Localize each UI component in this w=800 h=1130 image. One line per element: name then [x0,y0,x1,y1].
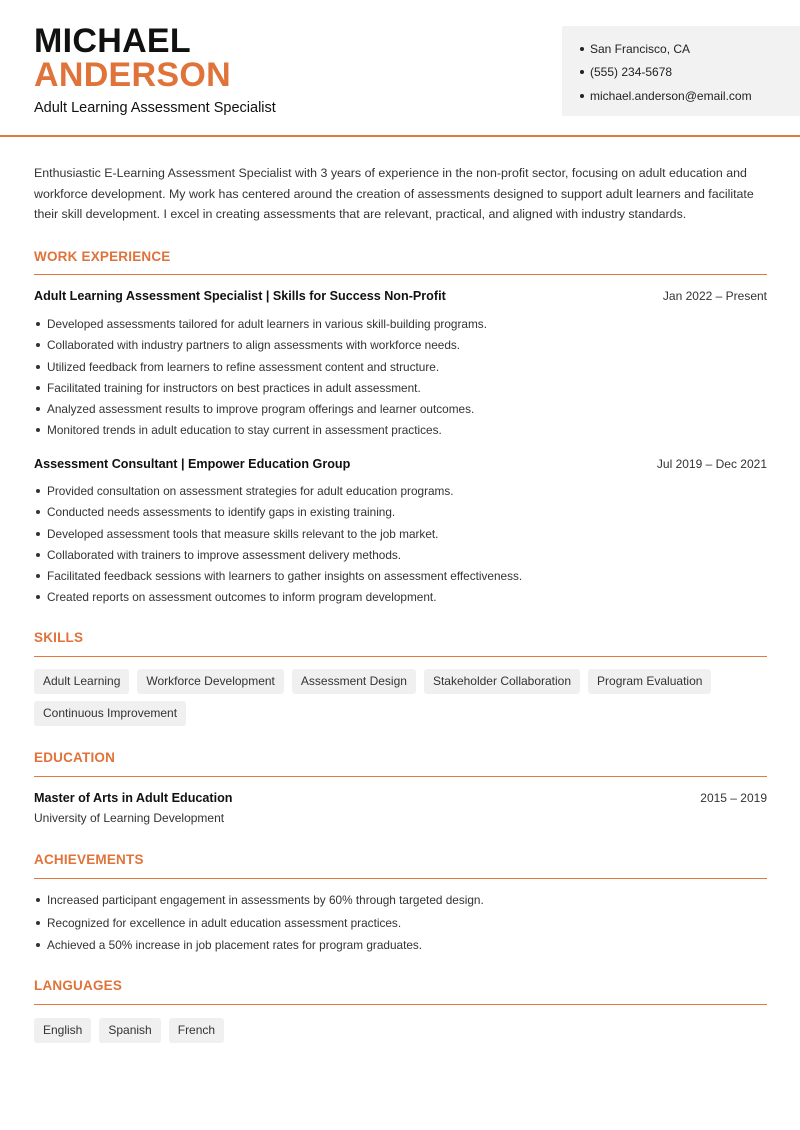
languages-list [34,1018,774,1043]
list-item: Recognized for excellence in adult education assessment practices. [34,915,767,938]
work-experience-heading: WORK EXPERIENCE [34,249,171,264]
resume-header [0,0,800,137]
languages-heading: LANGUAGES [34,978,123,993]
summary: Enthusiastic E-Learning Assessment Specialist with 3 years of experience in the non-profit sector, focusing on adult education and workforce development. My work has centered around the creation of assessments designed to support adult learners and facilitate their skill development. I excel in creating assessments that are relevant, practical, and aligned with industry standards. [34,166,754,221]
skills-list [34,669,774,726]
school: University of Learning Development [34,811,225,825]
education-header [34,791,767,805]
last-name: ANDERSON [34,56,231,94]
language-chip: Spanish [99,1018,160,1043]
job-header [34,289,767,303]
section-divider [34,878,767,879]
skill-chip: Stakeholder Collaboration [424,669,580,694]
section-divider [34,776,767,777]
section-divider [34,656,767,657]
skill-chip: Assessment Design [292,669,416,694]
contact-phone [580,61,800,85]
list-item: Facilitated feedback sessions with learners to gather insights on assessment effectiveness. [34,568,767,589]
list-item: Facilitated training for instructors on best practices in adult assessment. [34,380,767,401]
language-chip: English [34,1018,91,1043]
job-bullets [34,316,767,444]
education-heading: EDUCATION [34,750,116,765]
contact-location-text: San Francisco, CA [590,41,691,56]
contact-email-text: michael.anderson@email.com [590,88,752,103]
list-item: Increased participant engagement in assessments by 60% through targeted design. [34,892,767,915]
list-item: Collaborated with trainers to improve assessment delivery methods. [34,547,767,568]
list-item: Achieved a 50% increase in job placement rates for program graduates. [34,937,767,960]
bullet-icon [580,94,584,98]
first-name: MICHAEL [34,22,191,60]
list-item: Conducted needs assessments to identify gaps in existing training. [34,504,767,525]
degree: Master of Arts in Adult Education [34,791,233,805]
contact-phone-text: (555) 234-5678 [590,65,673,80]
job-role: Adult Learning Assessment Specialist | Skills for Success Non-Profit [34,289,446,303]
bullet-icon [580,47,584,51]
language-chip: French [169,1018,224,1043]
skills-heading: SKILLS [34,630,84,645]
contact-box [562,26,800,116]
bullet-icon [580,70,584,74]
list-item: Collaborated with industry partners to align assessments with workforce needs. [34,337,767,358]
list-item: Monitored trends in adult education to stay current in assessment practices. [34,422,767,443]
achievements-heading: ACHIEVEMENTS [34,852,144,867]
list-item: Developed assessment tools that measure skills relevant to the job market. [34,526,767,547]
education-years: 2015 – 2019 [700,791,767,805]
skill-chip: Continuous Improvement [34,701,186,726]
list-item: Utilized feedback from learners to refine assessment content and structure. [34,359,767,380]
skill-chip: Program Evaluation [588,669,711,694]
list-item: Provided consultation on assessment strategies for adult education programs. [34,483,767,504]
section-divider [34,274,767,275]
job-role: Assessment Consultant | Empower Education Group [34,457,351,471]
skill-chip: Workforce Development [137,669,284,694]
list-item: Created reports on assessment outcomes to inform program development. [34,589,767,610]
job-date: Jan 2022 – Present [662,289,767,303]
list-item: Developed assessments tailored for adult learners in various skill-building programs. [34,316,767,337]
contact-location [580,37,800,61]
job-bullets [34,483,767,611]
job-title: Adult Learning Assessment Specialist [34,100,276,116]
section-divider [34,1004,767,1005]
skill-chip: Adult Learning [34,669,129,694]
list-item: Analyzed assessment results to improve program offerings and learner outcomes. [34,401,767,422]
job-header [34,457,767,471]
contact-email [580,84,800,108]
achievements-list [34,892,767,960]
job-date: Jul 2019 – Dec 2021 [656,457,767,471]
